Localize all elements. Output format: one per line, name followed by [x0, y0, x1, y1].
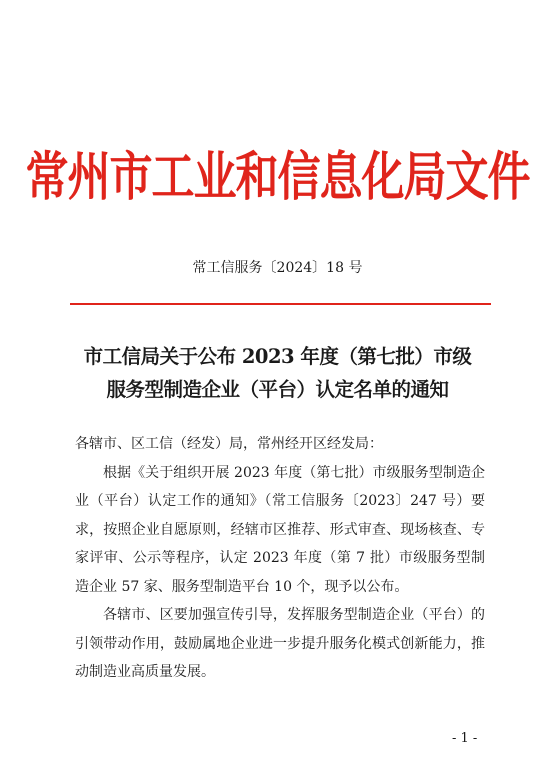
red-divider-line	[70, 303, 491, 305]
notice-title-line-1: 市工信局关于公布 2023 年度（第七批）市级	[83, 345, 472, 368]
document-number: 常工信服务〔2024〕18 号	[192, 260, 363, 276]
notice-body	[75, 430, 485, 687]
masthead-title: 常州市工业和信息化局文件	[25, 147, 530, 209]
notice-title-line-2: 服务型制造企业（平台）认定名单的通知	[106, 378, 449, 401]
page-number: - 1 -	[452, 731, 478, 746]
body-paragraph-2: 各辖市、区要加强宣传引导，发挥服务型制造企业（平台）的引领带动作用，鼓励属地企业进一步提升服务化模式创新能力，推动制造业高质量发展。	[75, 607, 485, 680]
salutation: 各辖市、区工信（经发）局，常州经开区经发局：	[75, 436, 383, 452]
notice-title	[40, 340, 515, 406]
body-paragraph-1: 根据《关于组织开展 2023 年度（第七批）市级服务型制造企业（平台）认定工作的通知》（常工信服务〔2023〕247 号）要求，按照企业自愿原则，经辖市区推荐、形式审查、现场核查、专家评审、公示等程序，认定 2023 年度（第 7 批）市级服务型制造企业 57 家、服务型制造平台 10 个，现予以公布。	[75, 464, 485, 595]
